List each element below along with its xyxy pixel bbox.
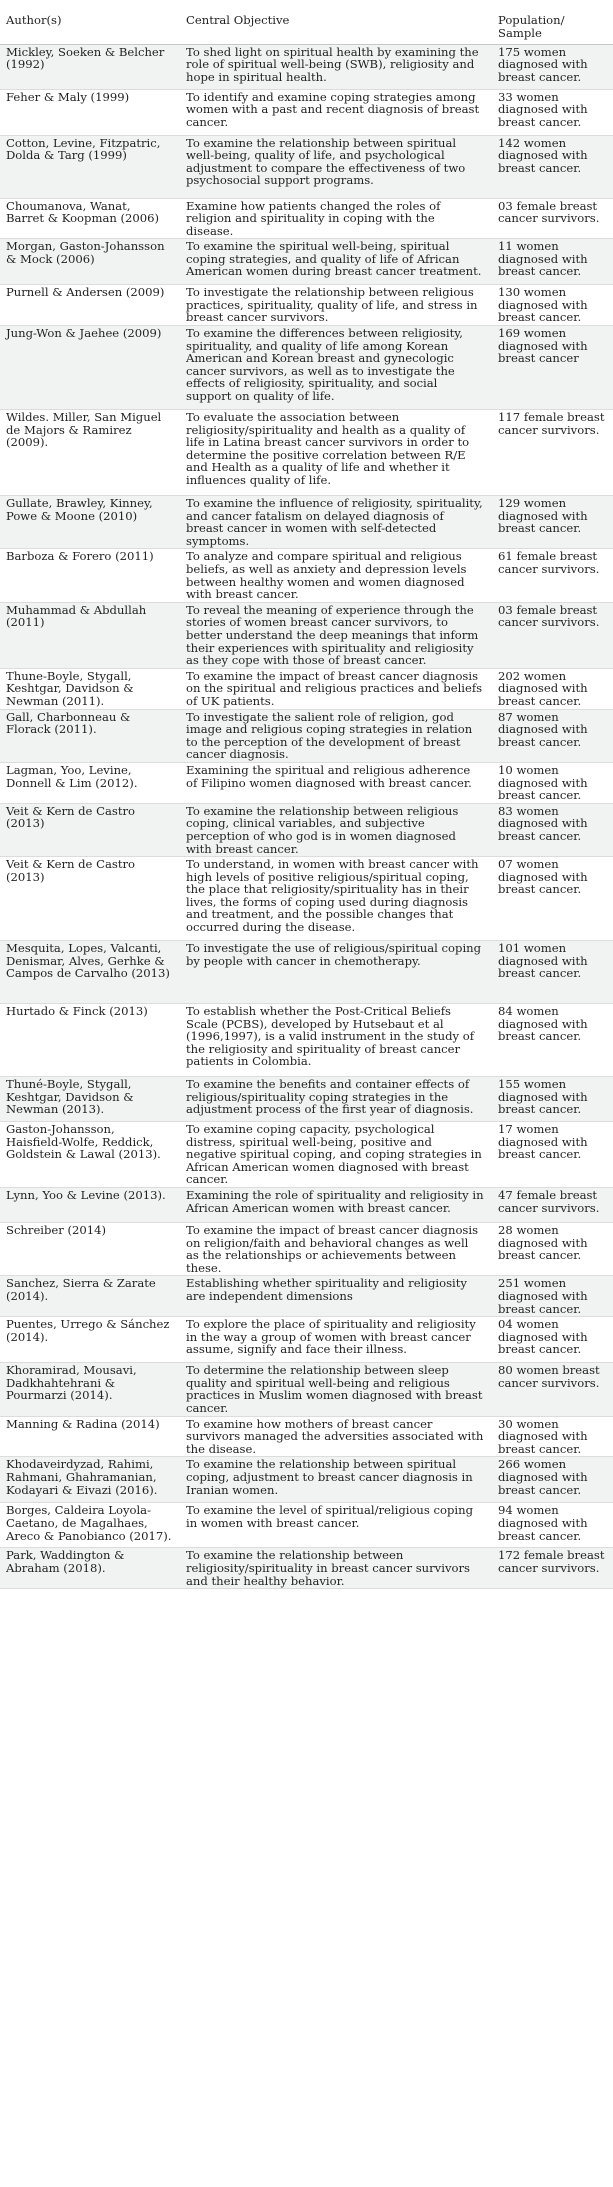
- cell-objective: To determine the relationship between sleep quality and spiritual well-being and religious practices in Muslim women diagnosed with breast cancer.: [180, 1363, 492, 1416]
- cell-sample: 17 women diagnosed with breast cancer.: [492, 1122, 613, 1188]
- cell-author: Morgan, Gaston-Johansson & Mock (2006): [0, 239, 180, 285]
- header-sample: Population/ Sample: [492, 0, 613, 44]
- cell-objective: To establish whether the Post-Critical Beliefs Scale (PCBS), developed by Hutsebaut et al (1996,1997), is a valid instrument in the study of the religiosity and spirituality of breast cancer patients in Colombia.: [180, 1004, 492, 1077]
- table-row: [0, 857, 613, 941]
- cell-objective: To examine the benefits and container effects of religious/spirituality coping strategies in the adjustment process of the first year of diagnosis.: [180, 1077, 492, 1122]
- cell-sample: 80 women breast cancer survivors.: [492, 1363, 613, 1416]
- cell-objective: To examine the level of spiritual/religious coping in women with breast cancer.: [180, 1503, 492, 1548]
- table-row: [0, 89, 613, 135]
- table-row: [0, 709, 613, 762]
- cell-sample: 169 women diagnosed with breast cancer: [492, 326, 613, 410]
- table-row: [0, 1457, 613, 1503]
- cell-objective: To examine the relationship between religiosity/spirituality in breast cancer survivors and their healthy behavior.: [180, 1548, 492, 1589]
- cell-author: Jung-Won & Jaehee (2009): [0, 326, 180, 410]
- cell-objective: To examine the relationship between spiritual well-being, quality of life, and psychological adjustment to compare the effectiveness of two psychosocial support programs.: [180, 135, 492, 198]
- cell-author: Hurtado & Finck (2013): [0, 1004, 180, 1077]
- header-objective: Central Objective: [180, 0, 492, 44]
- cell-sample: 04 women diagnosed with breast cancer.: [492, 1317, 613, 1363]
- cell-sample: 03 female breast cancer survivors.: [492, 602, 613, 668]
- cell-sample: 142 women diagnosed with breast cancer.: [492, 135, 613, 198]
- cell-objective: To examine how mothers of breast cancer survivors managed the adversities associated with the disease.: [180, 1416, 492, 1457]
- cell-objective: Examining the role of spirituality and religiosity in African American women with breast cancer.: [180, 1188, 492, 1223]
- table-row: [0, 1188, 613, 1223]
- cell-author: Manning & Radina (2014): [0, 1416, 180, 1457]
- table-row: [0, 239, 613, 285]
- cell-objective: To examine the influence of religiosity, spirituality, and cancer fatalism on delayed diagnosis of breast cancer in women with self-detected symptoms.: [180, 496, 492, 549]
- cell-author: Choumanova, Wanat, Barret & Koopman (2006): [0, 198, 180, 239]
- table-body: [0, 44, 613, 1589]
- cell-author: Feher & Maly (1999): [0, 89, 180, 135]
- cell-objective: To examine the impact of breast cancer diagnosis on the spiritual and religious practices and beliefs of UK patients.: [180, 668, 492, 709]
- cell-author: Park, Waddington & Abraham (2018).: [0, 1548, 180, 1589]
- table-row: [0, 198, 613, 239]
- cell-sample: 129 women diagnosed with breast cancer.: [492, 496, 613, 549]
- cell-author: Sanchez, Sierra & Zarate (2014).: [0, 1276, 180, 1317]
- table-row: [0, 44, 613, 89]
- cell-sample: 87 women diagnosed with breast cancer.: [492, 709, 613, 762]
- cell-objective: To examine the differences between religiosity, spirituality, and quality of life among Korean American and Korean breast and gynecologic cancer survivors, as well as to investigate the effects of religiosity, spirituality, and social support on quality of life.: [180, 326, 492, 410]
- cell-author: Barboza & Forero (2011): [0, 549, 180, 602]
- cell-author: Mickley, Soeken & Belcher (1992): [0, 44, 180, 89]
- cell-author: Borges, Caldeira Loyola-Caetano, de Magalhaes, Areco & Panobianco (2017).: [0, 1503, 180, 1548]
- cell-author: Gullate, Brawley, Kinney, Powe & Moone (2010): [0, 496, 180, 549]
- cell-sample: 61 female breast cancer survivors.: [492, 549, 613, 602]
- cell-author: Gaston-Johansson, Haisfield-Wolfe, Reddick, Goldstein & Lawal (2013).: [0, 1122, 180, 1188]
- table-row: [0, 1276, 613, 1317]
- cell-sample: 84 women diagnosed with breast cancer.: [492, 1004, 613, 1077]
- table-row: [0, 1077, 613, 1122]
- table-row: [0, 602, 613, 668]
- table-row: [0, 410, 613, 496]
- cell-objective: To investigate the salient role of religion, god image and religious coping strategies in relation to the perception of the development of breast cancer diagnosis.: [180, 709, 492, 762]
- cell-author: Muhammad & Abdullah (2011): [0, 602, 180, 668]
- cell-author: Khoramirad, Mousavi, Dadkhahtehrani & Pourmarzi (2014).: [0, 1363, 180, 1416]
- cell-sample: 11 women diagnosed with breast cancer.: [492, 239, 613, 285]
- table-row: [0, 1004, 613, 1077]
- table-row: [0, 1223, 613, 1276]
- table-header: [0, 0, 613, 44]
- cell-sample: 175 women diagnosed with breast cancer.: [492, 44, 613, 89]
- cell-objective: To reveal the meaning of experience through the stories of women breast cancer survivors, to better understand the deep meanings that inform their experiences with spirituality and religiosity as they cope with those of breast cancer.: [180, 602, 492, 668]
- cell-author: Puentes, Urrego & Sánchez (2014).: [0, 1317, 180, 1363]
- table-row: [0, 1122, 613, 1188]
- table-row: [0, 285, 613, 326]
- header-row: [0, 0, 613, 44]
- cell-objective: To investigate the relationship between religious practices, spirituality, quality of life, and stress in breast cancer survivors.: [180, 285, 492, 326]
- cell-objective: To examine the relationship between spiritual coping, adjustment to breast cancer diagnosis in Iranian women.: [180, 1457, 492, 1503]
- cell-author: Lynn, Yoo & Levine (2013).: [0, 1188, 180, 1223]
- cell-author: Khodaveirdyzad, Rahimi, Rahmani, Ghahramanian, Kodayari & Eivazi (2016).: [0, 1457, 180, 1503]
- cell-sample: 07 women diagnosed with breast cancer.: [492, 857, 613, 941]
- cell-sample: 30 women diagnosed with breast cancer.: [492, 1416, 613, 1457]
- cell-objective: Examine how patients changed the roles of religion and spirituality in coping with the disease.: [180, 198, 492, 239]
- table-row: [0, 668, 613, 709]
- cell-objective: To understand, in women with breast cancer with high levels of positive religious/spiritual coping, the place that religiosity/spirituality has in their lives, the forms of coping used during diagnosis and treatment, and the possible changes that occurred during the disease.: [180, 857, 492, 941]
- table-row: [0, 1363, 613, 1416]
- cell-objective: To examine the spiritual well-being, spiritual coping strategies, and quality of life of African American women during breast cancer treatment.: [180, 239, 492, 285]
- cell-sample: 251 women diagnosed with breast cancer.: [492, 1276, 613, 1317]
- cell-author: Gall, Charbonneau & Florack (2011).: [0, 709, 180, 762]
- cell-author: Schreiber (2014): [0, 1223, 180, 1276]
- cell-sample: 155 women diagnosed with breast cancer.: [492, 1077, 613, 1122]
- cell-author: Purnell & Andersen (2009): [0, 285, 180, 326]
- cell-sample: 83 women diagnosed with breast cancer.: [492, 803, 613, 856]
- table-row: [0, 803, 613, 856]
- cell-objective: To examine the impact of breast cancer diagnosis on religion/faith and behavioral changes as well as the relationships or achievements between these.: [180, 1223, 492, 1276]
- cell-author: Thuné-Boyle, Stygall, Keshtgar, Davidson & Newman (2013).: [0, 1077, 180, 1122]
- cell-author: Lagman, Yoo, Levine, Donnell & Lim (2012).: [0, 762, 180, 803]
- cell-objective: To evaluate the association between religiosity/spirituality and health as a quality of life in Latina breast cancer survivors in order to determine the positive correlation between R/E and Health as a quality of life and whether it influences quality of life.: [180, 410, 492, 496]
- cell-author: Wildes. Miller, San Miguel de Majors & Ramirez (2009).: [0, 410, 180, 496]
- cell-sample: 130 women diagnosed with breast cancer.: [492, 285, 613, 326]
- cell-author: Veit & Kern de Castro (2013): [0, 803, 180, 856]
- cell-objective: To analyze and compare spiritual and religious beliefs, as well as anxiety and depression levels between healthy women and women diagnosed with breast cancer.: [180, 549, 492, 602]
- cell-objective: To examine the relationship between religious coping, clinical variables, and subjective perception of who god is in women diagnosed with breast cancer.: [180, 803, 492, 856]
- cell-objective: To identify and examine coping strategies among women with a past and recent diagnosis of breast cancer.: [180, 89, 492, 135]
- cell-objective: Establishing whether spirituality and religiosity are independent dimensions: [180, 1276, 492, 1317]
- cell-sample: 117 female breast cancer survivors.: [492, 410, 613, 496]
- cell-objective: To explore the place of spirituality and religiosity in the way a group of women with breast cancer assume, signify and face their illness.: [180, 1317, 492, 1363]
- cell-objective: Examining the spiritual and religious adherence of Filipino women diagnosed with breast cancer.: [180, 762, 492, 803]
- table-row: [0, 941, 613, 1004]
- cell-author: Cotton, Levine, Fitzpatric, Dolda & Targ (1999): [0, 135, 180, 198]
- cell-sample: 28 women diagnosed with breast cancer.: [492, 1223, 613, 1276]
- cell-sample: 47 female breast cancer survivors.: [492, 1188, 613, 1223]
- cell-sample: 266 women diagnosed with breast cancer.: [492, 1457, 613, 1503]
- cell-sample: 101 women diagnosed with breast cancer.: [492, 941, 613, 1004]
- table-row: [0, 762, 613, 803]
- table-row: [0, 549, 613, 602]
- cell-author: Thune-Boyle, Stygall, Keshtgar, Davidson & Newman (2011).: [0, 668, 180, 709]
- table-row: [0, 1503, 613, 1548]
- cell-sample: 94 women diagnosed with breast cancer.: [492, 1503, 613, 1548]
- cell-objective: To investigate the use of religious/spiritual coping by people with cancer in chemotherapy.: [180, 941, 492, 1004]
- cell-sample: 10 women diagnosed with breast cancer.: [492, 762, 613, 803]
- table-row: [0, 1317, 613, 1363]
- table-row: [0, 1416, 613, 1457]
- table-row: [0, 135, 613, 198]
- cell-objective: To examine coping capacity, psychological distress, spiritual well-being, positive and negative spiritual coping, and coping strategies in African American women diagnosed with breast cancer.: [180, 1122, 492, 1188]
- cell-author: Veit & Kern de Castro (2013): [0, 857, 180, 941]
- cell-sample: 03 female breast cancer survivors.: [492, 198, 613, 239]
- cell-objective: To shed light on spiritual health by examining the role of spiritual well-being (SWB), religiosity and hope in spiritual health.: [180, 44, 492, 89]
- cell-sample: 202 women diagnosed with breast cancer.: [492, 668, 613, 709]
- cell-sample: 172 female breast cancer survivors.: [492, 1548, 613, 1589]
- table-row: [0, 496, 613, 549]
- table-row: [0, 326, 613, 410]
- table-row: [0, 1548, 613, 1589]
- cell-sample: 33 women diagnosed with breast cancer.: [492, 89, 613, 135]
- header-author: Author(s): [0, 0, 180, 44]
- cell-author: Mesquita, Lopes, Valcanti, Denismar, Alves, Gerhke & Campos de Carvalho (2013): [0, 941, 180, 1004]
